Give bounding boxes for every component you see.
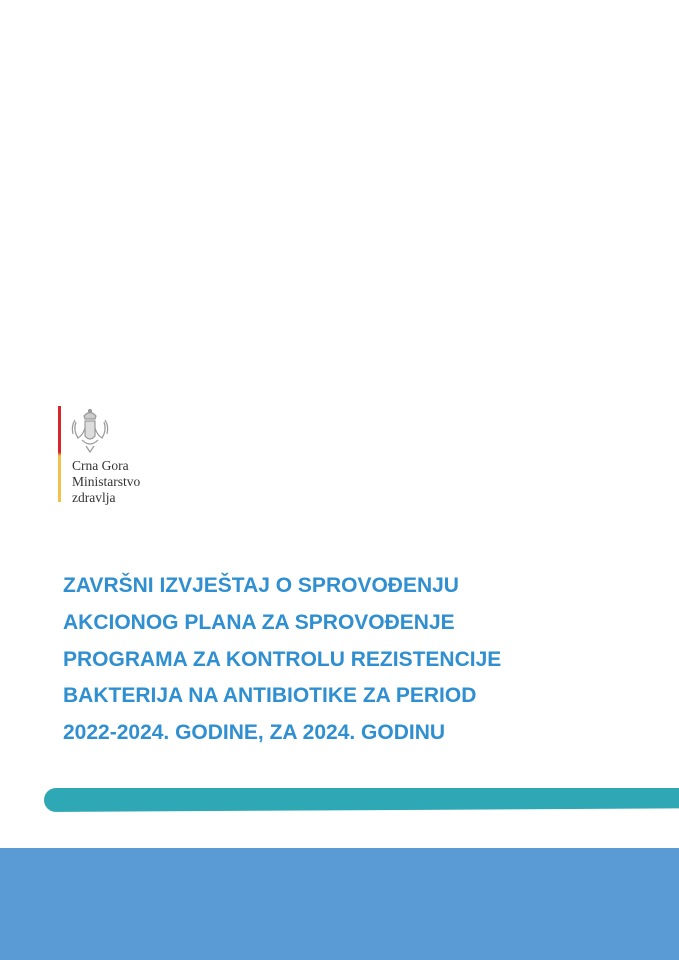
title-line: 2022-2024. GODINE, ZA 2024. GODINU [63,721,446,745]
coat-of-arms-icon [70,408,110,454]
logo-line-country: Crna Gora [72,458,129,473]
footer-blue-band [0,848,679,960]
title-line: ZAVRŠNI IZVJEŠTAJ O SPROVOĐENJU [63,574,459,597]
decorative-teal-stripe [44,788,679,812]
logo-line-ministry: Ministarstvo [72,474,141,489]
ministry-name [72,458,140,506]
title-line: BAKTERIJA NA ANTIBIOTIKE ZA PERIOD [63,684,477,708]
logo-line-health: zdravlja [72,490,116,505]
title-line: PROGRAMA ZA KONTROLU REZISTENCIJE [63,647,502,671]
flag-color-bar [58,406,61,502]
ministry-logo [58,406,168,506]
document-title [63,568,663,752]
title-line: AKCIONOG PLANA ZA SPROVOĐENJE [63,610,455,634]
